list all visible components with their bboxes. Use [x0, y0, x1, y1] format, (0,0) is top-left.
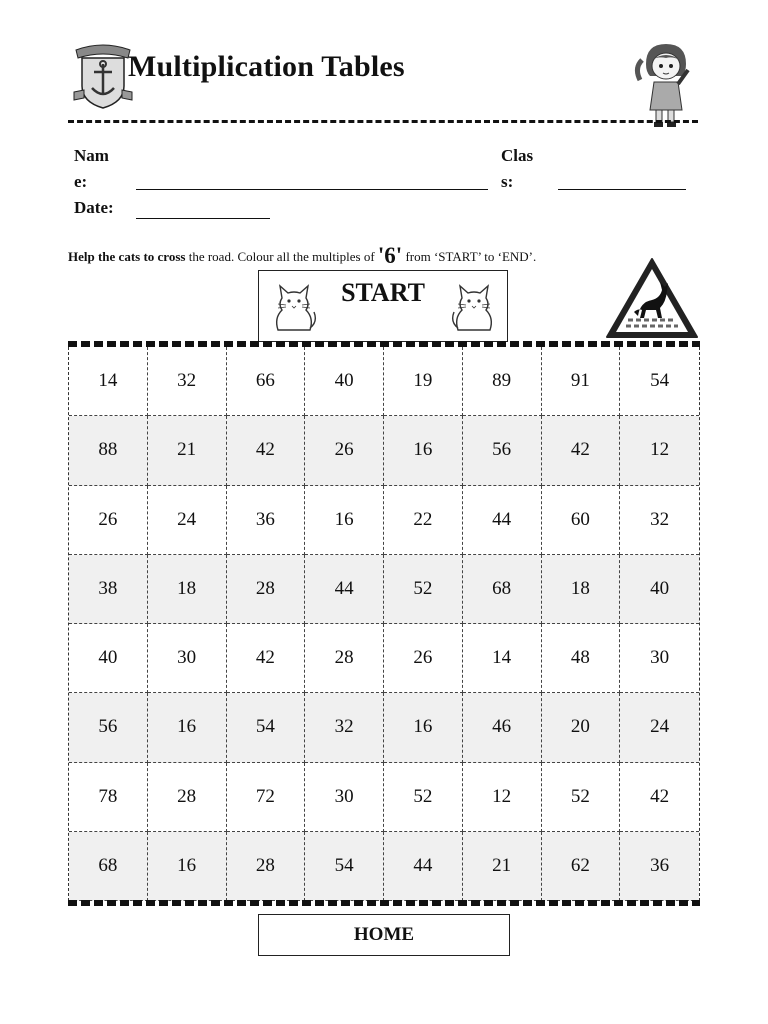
grid-cell[interactable]: 16 — [384, 693, 463, 762]
grid-cell[interactable]: 28 — [227, 832, 306, 901]
cat-icon — [270, 282, 318, 334]
grid-cell[interactable]: 62 — [542, 832, 621, 901]
grid-cell[interactable]: 22 — [384, 486, 463, 555]
grid-cell[interactable]: 89 — [463, 347, 542, 416]
grid-cell[interactable]: 30 — [305, 763, 384, 832]
header-divider — [68, 120, 698, 123]
grid-cell[interactable]: 21 — [148, 416, 227, 485]
grid-cell[interactable]: 60 — [542, 486, 621, 555]
class-label: Clas s: — [501, 146, 534, 191]
grid-cell[interactable]: 54 — [227, 693, 306, 762]
class-field[interactable] — [558, 189, 686, 190]
grid-cell[interactable]: 16 — [148, 693, 227, 762]
instruction-text — [68, 244, 536, 269]
grid-cell[interactable]: 24 — [148, 486, 227, 555]
grid-cell[interactable]: 16 — [384, 416, 463, 485]
girl-mascot-icon — [632, 42, 694, 128]
page-title: Multiplication Tables — [128, 50, 405, 83]
grid-cell[interactable]: 20 — [542, 693, 621, 762]
grid-cell[interactable]: 42 — [542, 416, 621, 485]
grid-cell[interactable]: 66 — [227, 347, 306, 416]
grid-cell[interactable]: 28 — [148, 763, 227, 832]
grid-cell[interactable]: 88 — [69, 416, 148, 485]
grid-cell[interactable]: 21 — [463, 832, 542, 901]
instruction-end: from ‘START’ to ‘END’. — [402, 249, 537, 264]
grid-cell[interactable]: 42 — [620, 763, 699, 832]
grid-cell[interactable]: 14 — [69, 347, 148, 416]
grid-cell[interactable]: 46 — [463, 693, 542, 762]
grid-cell[interactable]: 44 — [384, 832, 463, 901]
home-box: HOME — [258, 914, 510, 956]
grid-cell[interactable]: 30 — [620, 624, 699, 693]
grid-cell[interactable]: 56 — [69, 693, 148, 762]
grid-cell[interactable]: 16 — [305, 486, 384, 555]
grid-cell[interactable]: 54 — [305, 832, 384, 901]
grid-cell[interactable]: 26 — [69, 486, 148, 555]
grid-cell[interactable]: 52 — [384, 763, 463, 832]
grid-cell[interactable]: 44 — [305, 555, 384, 624]
grid-cell[interactable]: 32 — [620, 486, 699, 555]
school-crest-icon — [70, 42, 136, 110]
grid-cell[interactable]: 68 — [463, 555, 542, 624]
grid-cell[interactable]: 30 — [148, 624, 227, 693]
cat-crossing-sign-icon — [604, 256, 700, 340]
grid-cell[interactable]: 12 — [620, 416, 699, 485]
grid-cell[interactable]: 28 — [227, 555, 306, 624]
number-grid — [68, 347, 700, 901]
grid-cell[interactable]: 72 — [227, 763, 306, 832]
grid-cell[interactable]: 52 — [384, 555, 463, 624]
grid-cell[interactable]: 24 — [620, 693, 699, 762]
grid-cell[interactable]: 44 — [463, 486, 542, 555]
grid-cell[interactable]: 38 — [69, 555, 148, 624]
grid-cell[interactable]: 48 — [542, 624, 621, 693]
name-label: Nam e: — [74, 146, 109, 191]
grid-cell[interactable]: 54 — [620, 347, 699, 416]
cat-icon — [450, 282, 498, 334]
multiple-number: '6' — [377, 243, 403, 268]
grid-cell[interactable]: 19 — [384, 347, 463, 416]
grid-cell[interactable]: 14 — [463, 624, 542, 693]
road-edge-bottom — [68, 900, 700, 906]
grid-cell[interactable]: 36 — [620, 832, 699, 901]
grid-cell[interactable]: 28 — [305, 624, 384, 693]
grid-cell[interactable]: 26 — [384, 624, 463, 693]
grid-cell[interactable]: 32 — [305, 693, 384, 762]
grid-cell[interactable]: 18 — [148, 555, 227, 624]
grid-cell[interactable]: 26 — [305, 416, 384, 485]
grid-cell[interactable]: 16 — [148, 832, 227, 901]
grid-cell[interactable]: 68 — [69, 832, 148, 901]
grid-cell[interactable]: 18 — [542, 555, 621, 624]
name-field[interactable] — [136, 189, 488, 190]
grid-cell[interactable]: 78 — [69, 763, 148, 832]
start-label: START — [341, 278, 425, 307]
date-label: Date: — [74, 198, 114, 217]
grid-cell[interactable]: 40 — [69, 624, 148, 693]
grid-cell[interactable]: 12 — [463, 763, 542, 832]
grid-cell[interactable]: 42 — [227, 624, 306, 693]
grid-cell[interactable]: 42 — [227, 416, 306, 485]
grid-cell[interactable]: 40 — [620, 555, 699, 624]
instruction-part: the road. Colour all the multiples of — [185, 249, 378, 264]
grid-cell[interactable]: 32 — [148, 347, 227, 416]
grid-cell[interactable]: 52 — [542, 763, 621, 832]
date-field[interactable] — [136, 218, 270, 219]
grid-cell[interactable]: 91 — [542, 347, 621, 416]
grid-cell[interactable]: 36 — [227, 486, 306, 555]
instruction-bold: Help the cats to cross — [68, 249, 186, 264]
grid-cell[interactable]: 56 — [463, 416, 542, 485]
grid-cell[interactable]: 40 — [305, 347, 384, 416]
